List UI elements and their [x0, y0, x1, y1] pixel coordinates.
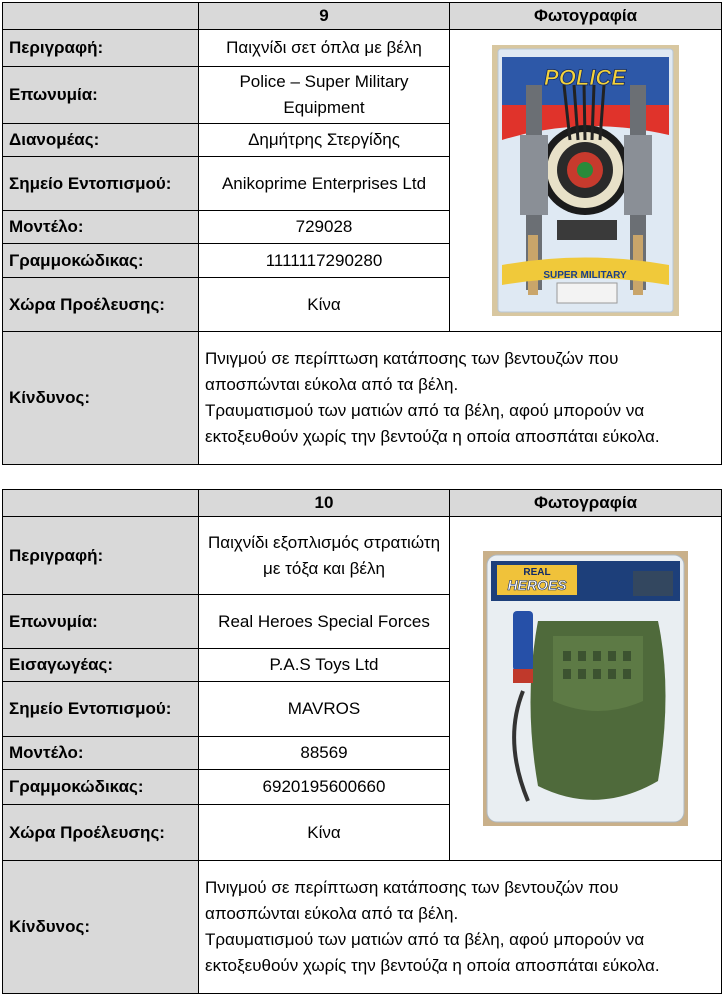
brand-value: Police – Super Military Equipment [199, 67, 450, 124]
record-number: 10 [199, 490, 450, 517]
barcode-value: 1111117290280 [199, 244, 450, 278]
model-value: 88569 [199, 737, 450, 770]
photo-header: Φωτογραφία [450, 490, 722, 517]
product-record-10 [2, 489, 722, 994]
distributor-label: Διανομέας: [3, 124, 199, 157]
importer-value: P.A.S Toys Ltd [199, 649, 450, 682]
distributor-value: Δημήτρης Στεργίδης [199, 124, 450, 157]
brand-value: Real Heroes Special Forces [199, 595, 450, 649]
header-blank [3, 3, 199, 30]
barcode-label: Γραμμοκώδικας: [3, 770, 199, 805]
location-value: MAVROS [199, 682, 450, 737]
photo-header: Φωτογραφία [450, 3, 722, 30]
barcode-label: Γραμμοκώδικας: [3, 244, 199, 278]
header-blank [3, 490, 199, 517]
hazard-line-1: Πνιγμού σε περίπτωση κατάποσης των βεντουζών που αποσπώνται εύκολα από τα βέλη. [205, 349, 619, 394]
description-label: Περιγραφή: [3, 30, 199, 67]
product-photo-cell [450, 517, 722, 861]
hazard-line-2: Τραυματισμού των ματιών από τα βέλη, αφού μπορούν να εκτοξευθούν χωρίς την βεντούζα η οποία αποσπάται εύκολα. [205, 930, 660, 975]
description-value: Παιχνίδι σετ όπλα με βέλη [199, 30, 450, 67]
record-number: 9 [199, 3, 450, 30]
location-label: Σημείο Εντοπισμού: [3, 682, 199, 737]
hazard-text [199, 332, 722, 465]
brand-label: Επωνυμία: [3, 67, 199, 124]
hazard-text [199, 861, 722, 994]
model-value: 729028 [199, 211, 450, 244]
photo-brand-text-2: HEROES [507, 577, 567, 593]
product-photo-cell [450, 30, 722, 332]
origin-label: Χώρα Προέλευσης: [3, 805, 199, 861]
photo-banner-text: SUPER MILITARY [543, 270, 627, 281]
origin-value: Κίνα [199, 278, 450, 332]
photo-brand-text-1: REAL [523, 567, 551, 578]
product-photo-gun-set [492, 45, 679, 316]
photo-brand-text: POLICE [544, 65, 626, 90]
location-label: Σημείο Εντοπισμού: [3, 157, 199, 211]
model-label: Μοντέλο: [3, 211, 199, 244]
description-value: Παιχνίδι εξοπλισμός στρατιώτη με τόξα και βέλη [199, 517, 450, 595]
importer-label: Εισαγωγέας: [3, 649, 199, 682]
model-label: Μοντέλο: [3, 737, 199, 770]
hazard-label: Κίνδυνος: [3, 332, 199, 465]
location-value: Anikoprime Enterprises Ltd [199, 157, 450, 211]
brand-label: Επωνυμία: [3, 595, 199, 649]
hazard-line-2: Τραυματισμού των ματιών από τα βέλη, αφού μπορούν να εκτοξευθούν χωρίς την βεντούζα η οποία αποσπάται εύκολα. [205, 401, 660, 446]
origin-label: Χώρα Προέλευσης: [3, 278, 199, 332]
description-label: Περιγραφή: [3, 517, 199, 595]
product-record-9 [2, 2, 722, 465]
barcode-value: 6920195600660 [199, 770, 450, 805]
hazard-line-1: Πνιγμού σε περίπτωση κατάποσης των βεντουζών που αποσπώνται εύκολα από τα βέλη. [205, 878, 619, 923]
product-photo-soldier-set [483, 551, 688, 826]
origin-value: Κίνα [199, 805, 450, 861]
hazard-label: Κίνδυνος: [3, 861, 199, 994]
